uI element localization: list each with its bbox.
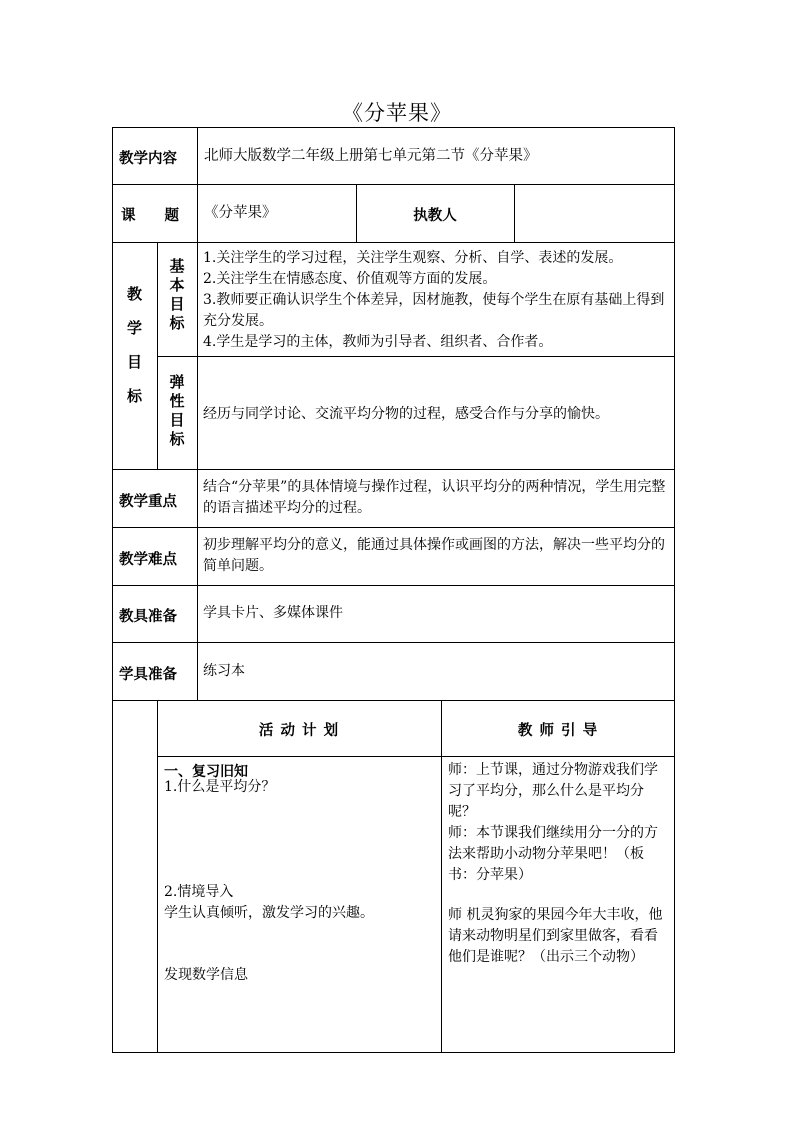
basic-goals-list (203, 248, 671, 353)
basic-goal-item: 2.关注学生在情感态度、价值观等方面的发展。 (203, 271, 497, 287)
flex-goals-text: 经历与同学讨论、交流平均分物的过程，感受合作与分享的愉快。 (203, 406, 609, 422)
goals-label: 教 学 目 标 (126, 285, 142, 405)
flex-goals-label: 弹 性 目 标 (169, 373, 185, 448)
difficulty-label: 教学难点 (119, 552, 177, 568)
difficulty-value: 初步理解平均分的意义，能通过具体操作或画图的方法，解决一些平均分的简单问题。 (203, 537, 665, 574)
student-prep-label: 学具准备 (119, 667, 177, 683)
topic-value: 《分苹果》 (204, 205, 277, 221)
content-label: 教学内容 (119, 151, 177, 167)
content-value: 北师大版数学二年级上册第七单元第二节《分苹果》 (204, 148, 538, 164)
activity-q2: 2.情境导入 (164, 884, 234, 900)
topic-label: 课 题 (121, 208, 179, 224)
page-title: 《分苹果》 (342, 101, 452, 125)
guide-paragraph: 师：上节课，通过分物游戏我们学习了平均分，那么什么是平均分呢？ (448, 762, 658, 820)
activity-column-header: 活 动 计 划 (258, 723, 340, 739)
teacher-label: 执教人 (413, 208, 457, 224)
teacher-prep-label: 教具准备 (119, 609, 177, 625)
activity-q2-text: 学生认真倾听，激发学习的兴趣。 (164, 905, 374, 921)
activity-q3: 发现数学信息 (164, 967, 248, 983)
basic-goals-label: 基 本 目 标 (169, 257, 185, 332)
guide-column-header: 教 师 引 导 (517, 723, 599, 739)
student-prep-value: 练习本 (203, 663, 245, 679)
teacher-prep-value: 学具卡片、多媒体课件 (203, 605, 343, 621)
basic-goal-item: 1.关注学生的学习过程，关注学生观察、分析、自学、表述的发展。 (203, 250, 623, 266)
basic-goal-item: 3.教师要正确认识学生个体差异，因材施教，使每个学生在原有基础上得到充分发展。 (203, 292, 665, 329)
activity-q1: 1.什么是平均分？ (164, 779, 276, 795)
focus-label: 教学重点 (119, 494, 177, 510)
guide-paragraph: 师：本节课我们继续用分一分的方法来帮助小动物分苹果吧！（板书：分苹果） (448, 825, 658, 883)
basic-goal-item: 4.学生是学习的主体，教师为引导者、组织者、合作者。 (203, 334, 553, 350)
activity-heading: 一、复习旧知 (164, 764, 248, 780)
guide-paragraph: 师 机灵狗家的果园今年大丰收，他请来动物明星们到家里做客，看看他们是谁呢？（出示三个动物） (448, 907, 663, 965)
focus-value: 结合“分苹果”的具体情境与操作过程，认识平均分的两种情况，学生用完整的语言描述平均分的过程。 (203, 479, 666, 516)
